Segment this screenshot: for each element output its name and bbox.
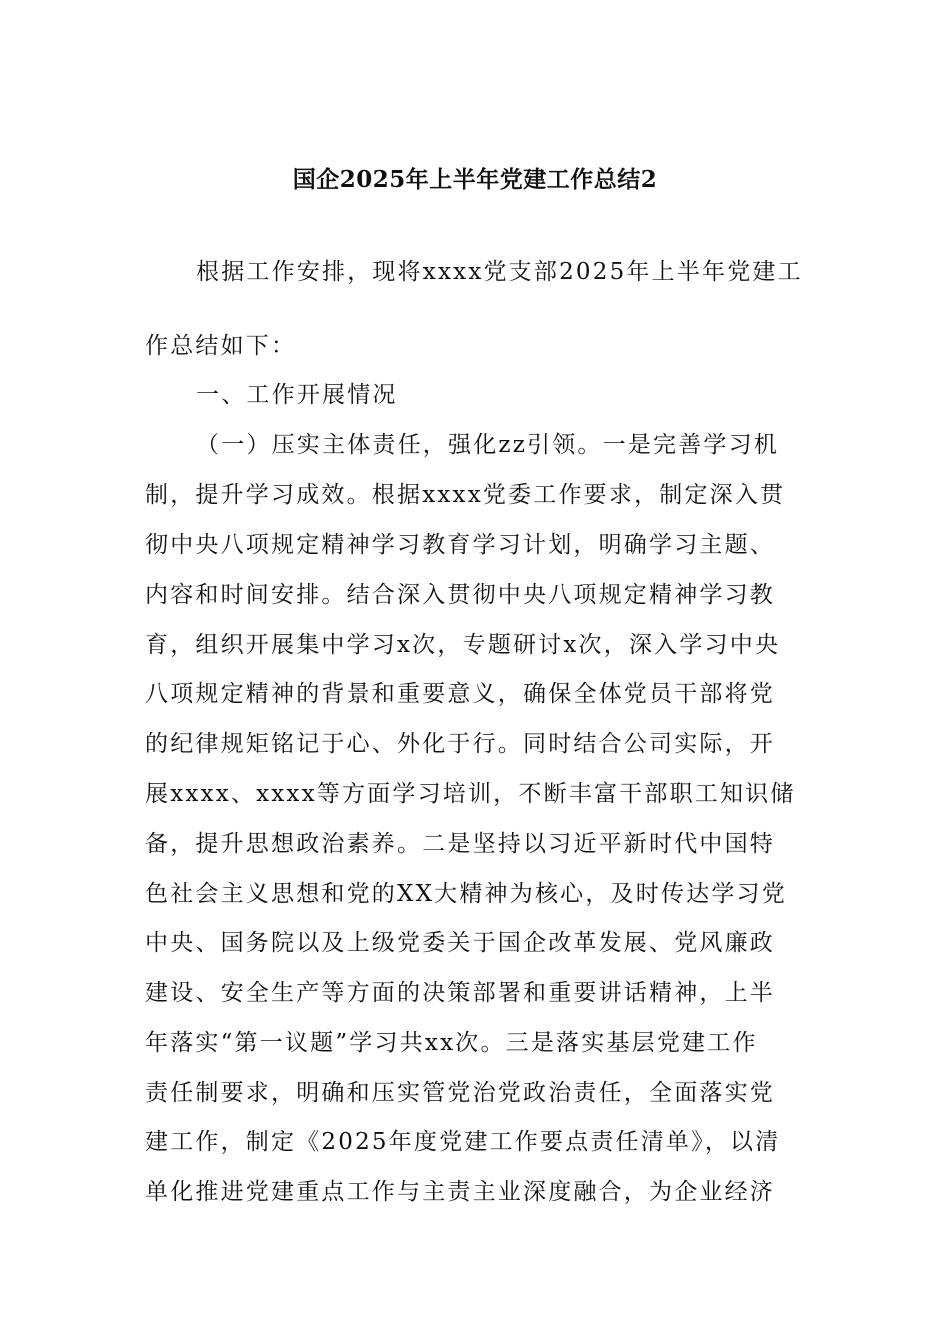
paragraph-line: 中央、国务院以及上级党委关于国企改革发展、党风廉政 [145, 930, 775, 956]
paragraph-line: 内容和时间安排。结合深入贯彻中央八项规定精神学习教 [145, 582, 775, 608]
paragraph-line: （一）压实主体责任，强化zz引领。一是完善学习机 [196, 432, 780, 458]
paragraph-line: 八项规定精神的背景和重要意义，确保全体党员干部将党 [145, 681, 775, 707]
paragraph-line: 责任制要求，明确和压实管党治党政治责任，全面落实党 [145, 1080, 775, 1106]
paragraph-line: 制，提升学习成效。根据xxxx党委工作要求，制定深入贯 [145, 482, 786, 508]
paragraph-line: 彻中央八项规定精神学习教育学习计划，明确学习主题、 [145, 532, 775, 558]
paragraph-line: 展xxxx、xxxx等方面学习培训，不断丰富干部职工知识储 [145, 781, 796, 807]
paragraph-line: 年落实“第一议题”学习共xx次。三是落实基层党建工作 [145, 1030, 758, 1056]
section-heading: 一、工作开展情况 [196, 382, 398, 408]
paragraph-line: 根据工作安排，现将xxxx党支部2025年上半年党建工 [196, 259, 803, 285]
paragraph-line: 育，组织开展集中学习x次，专题研讨x次，深入学习中央 [145, 632, 781, 658]
paragraph-line: 作总结如下： [145, 333, 297, 359]
paragraph-line: 色社会主义思想和党的XX大精神为核心，及时传达学习党 [145, 881, 787, 907]
paragraph-line: 备，提升思想政治素养。二是坚持以习近平新时代中国特 [145, 831, 775, 857]
paragraph-line: 单化推进党建重点工作与主责主业深度融合，为企业经济 [145, 1179, 775, 1205]
paragraph-line: 的纪律规矩铭记于心、外化于行。同时结合公司实际，开 [145, 731, 775, 757]
paragraph-line: 建设、安全生产等方面的决策部署和重要讲话精神，上半 [145, 980, 775, 1006]
paragraph-line: 建工作，制定《2025年度党建工作要点责任清单》，以清 [145, 1129, 781, 1155]
document-title: 国企2025年上半年党建工作总结2 [292, 166, 658, 193]
